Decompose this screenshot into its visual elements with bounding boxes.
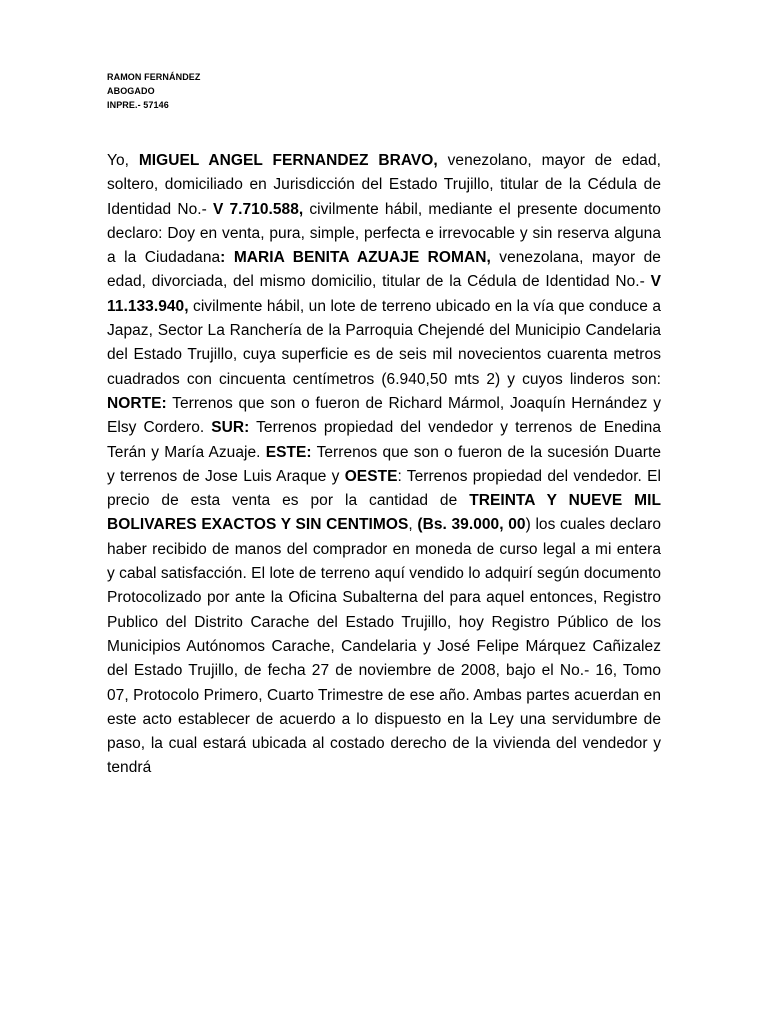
bold-text-run: MIGUEL ANGEL FERNANDEZ BRAVO, [138, 152, 438, 169]
document-body [107, 149, 661, 781]
text-run: Terrenos propiedad del vendedor y terrenos de Enedina Terán y María Azuaje. [107, 419, 661, 461]
text-run: , [408, 516, 418, 534]
text-run: ) los cuales declaro haber recibido de manos del comprador en moneda de curso legal a mi entera y cabal satisfacción. El lote de terreno aquí vendido lo adquirí según documento Protocolizado por ante la Oficina Subalterna del para aquel entonces, Registro Publico del Distrito Carache del Estado Trujillo, hoy Registro Público de los Municipios Autónomos Carache, Candelaria y José Felipe Márquez Cañizalez del Estado Trujillo, de fecha 27 de noviembre de 2008, bajo el No.- 16, Tomo 07, Protocolo Primero, Cuarto Trimestre de ese año. Ambas partes acuerdan en este acto establecer de acuerdo a lo dispuesto en la Ley una servidumbre de paso, la cual estará ubicada al costado derecho de la vivienda del vendedor y tendrá [107, 516, 662, 777]
bold-text-run: NORTE: [107, 394, 167, 412]
text-run: : Terrenos propiedad del vendedor. El precio de esta venta es por la cantidad de [107, 467, 661, 510]
lawyer-title: ABOGADO [107, 86, 155, 96]
text-run: Yo, [107, 152, 139, 169]
bold-text-run: SUR: [211, 419, 250, 437]
text-run: Terrenos que son o fueron de la sucesión Duarte y terrenos de Jose Luis Araque y [107, 443, 661, 485]
letterhead [107, 70, 201, 112]
bold-text-run: : MARIA BENITA AZUAJE ROMAN, [220, 249, 491, 267]
bold-text-run: V 11.133.940, [107, 273, 661, 315]
bold-text-run: TREINTA Y NUEVE MIL BOLIVARES EXACTOS Y SIN CENTIMOS [107, 492, 661, 534]
text-run: Terrenos que son o fueron de Richard Mármol, Joaquín Hernández y Elsy Cordero. [107, 394, 661, 437]
bold-text-run: (Bs. 39.000, 00 [417, 516, 526, 534]
text-run: civilmente hábil, un lote de terreno ubicado en la vía que conduce a Japaz, Sector La Ranchería de la Parroquia Chejendé del Municipio Candelaria del Estado Trujillo, cuya superficie es de seis mil novecientos cuarenta metros cuadrados con cincuenta centímetros (6.940,50 mts 2) y cuyos linderos son: [107, 297, 661, 388]
inpre-number: INPRE.- 57146 [107, 100, 169, 110]
text-run: venezolana, mayor de edad, divorciada, del mismo domicilio, titular de la Cédula de Identidad No.- [107, 249, 661, 291]
lawyer-name: RAMON FERNÁNDEZ [107, 72, 201, 82]
text-run: venezolano, mayor de edad, soltero, domiciliado en Jurisdicción del Estado Trujillo, titular de la Cédula de Identidad No.- [107, 152, 661, 218]
text-run: civilmente hábil, mediante el presente documento declaro: Doy en venta, pura, simple, perfecta e irrevocable y sin reserva alguna a la Ciudadana [107, 200, 661, 267]
bold-text-run: ESTE: [265, 443, 312, 461]
bold-text-run: V 7.710.588, [212, 200, 304, 218]
bold-text-run: OESTE [344, 467, 398, 485]
